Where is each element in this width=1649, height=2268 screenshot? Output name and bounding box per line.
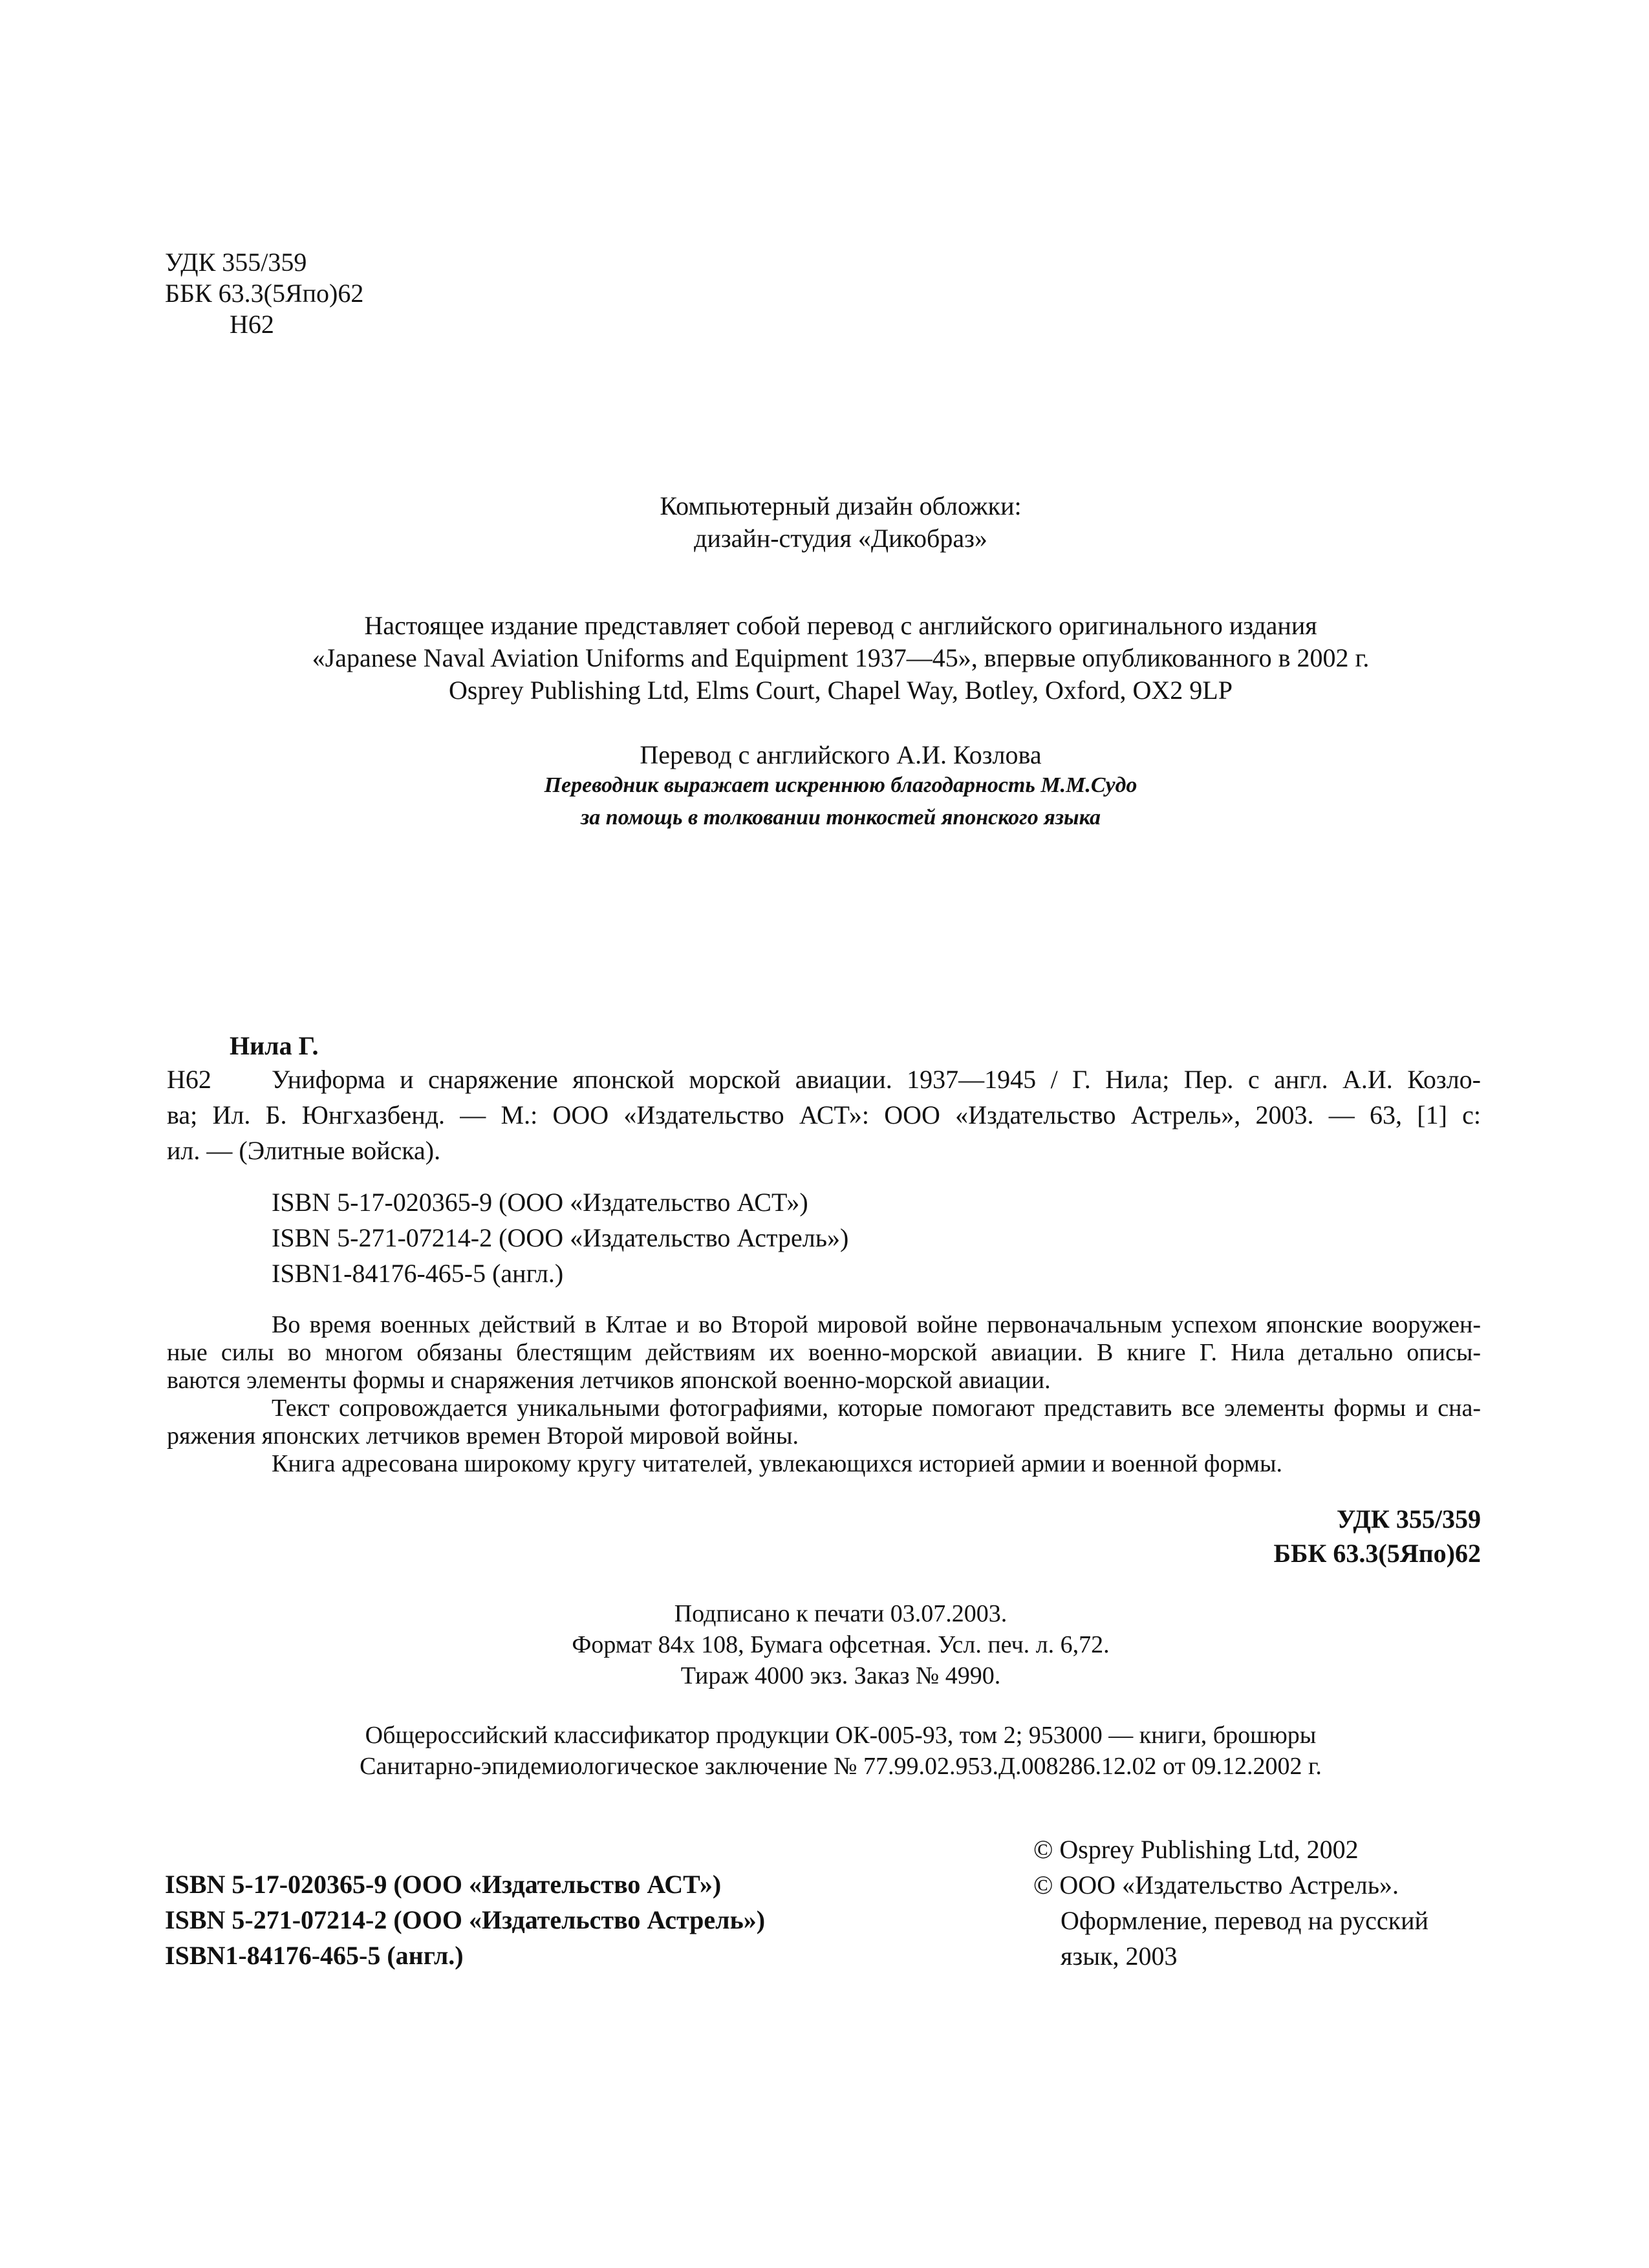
- annotation-p2-line2: ряжения японских летчиков времен Второй мировой войны.: [167, 1422, 799, 1450]
- catalog-desc-line1: Униформа и снаряжение японской морской авиации. 1937—1945 / Г. Нила; Пер. с англ. А.И. Козло-: [272, 1065, 1481, 1094]
- catalog-code: Н62: [167, 1065, 211, 1094]
- annotation-p1-line2: ные силы во многом обязаны блестящим действиям их военно-морской авиации. В книге Г. Нила детально описы-: [167, 1339, 1481, 1366]
- original-edition-line3: Osprey Publishing Ltd, Elms Court, Chapel Way, Botley, Oxford, OX2 9LP: [449, 676, 1233, 705]
- udk-top: УДК 355/359: [165, 248, 307, 277]
- thanks-line2: за помощь в толковании тонкостей японского языка: [581, 806, 1101, 829]
- classifier-line2: Санитарно-эпидемиологическое заключение № 77.99.02.953.Д.008286.12.02 от 09.12.2002 г.: [360, 1753, 1322, 1780]
- bbk-top: ББК 63.3(5Япо)62: [165, 279, 364, 308]
- footer-isbn1: ISBN 5-17-020365-9 (ООО «Издательство АСТ»): [165, 1870, 722, 1899]
- catalog-isbn3: ISBN1-84176-465-5 (англ.): [272, 1259, 564, 1288]
- catalog-desc-line2: ва; Ил. Б. Юнгхазбенд. — М.: ООО «Издательство АСТ»: ООО «Издательство Астрель», 2003. — 63, [1] с:: [167, 1100, 1481, 1129]
- annotation-p1-line1: Во время военных действий в Клтае и во Второй мировой войне первоначальным успехом японские вооружен-: [272, 1311, 1481, 1338]
- classifier-line1: Общероссийский классификатор продукции ОК-005-93, том 2; 953000 — книги, брошюры: [365, 1722, 1317, 1749]
- print-run: Тираж 4000 экз. Заказ № 4990.: [680, 1662, 1001, 1689]
- catalog-desc-line3: ил. — (Элитные войска).: [167, 1136, 441, 1165]
- copyright-line4: язык, 2003: [1061, 1942, 1178, 1971]
- original-edition-line2: «Japanese Naval Aviation Uniforms and Equipment 1937—45», впервые опубликованного в 2002 г.: [312, 643, 1370, 672]
- copyright-line3: Оформление, перевод на русский: [1061, 1906, 1428, 1935]
- print-format: Формат 84х 108, Бумага офсетная. Усл. печ. л. 6,72.: [572, 1631, 1110, 1658]
- footer-isbn2: ISBN 5-271-07214-2 (ООО «Издательство Астрель»): [165, 1905, 766, 1934]
- bbk-bottom: ББК 63.3(5Япо)62: [1273, 1539, 1481, 1568]
- print-signed: Подписано к печати 03.07.2003.: [674, 1600, 1008, 1627]
- annotation-p1-line3: ваются элементы формы и снаряжения летчиков японской военно-морской авиации.: [167, 1367, 1051, 1394]
- annotation-p2-line1: Текст сопровождается уникальными фотографиями, которые помогают представить все элементы формы и сна-: [272, 1395, 1481, 1422]
- annotation-p3-line1: Книга адресована широкому кругу читателей, увлекающихся историей армии и военной формы.: [272, 1450, 1282, 1477]
- udk-bottom: УДК 355/359: [1337, 1504, 1481, 1534]
- copyright-line1: © Osprey Publishing Ltd, 2002: [1033, 1835, 1359, 1864]
- catalog-author: Нила Г.: [230, 1031, 319, 1060]
- catalog-isbn1: ISBN 5-17-020365-9 (ООО «Издательство АСТ»): [272, 1188, 808, 1217]
- author-mark-top: Н62: [230, 310, 274, 339]
- copyright-line2: © ООО «Издательство Астрель».: [1033, 1870, 1399, 1899]
- translator-line: Перевод с английского А.И. Козлова: [640, 740, 1042, 769]
- footer-isbn3: ISBN1-84176-465-5 (англ.): [165, 1941, 464, 1970]
- catalog-isbn2: ISBN 5-271-07214-2 (ООО «Издательство Астрель»): [272, 1223, 849, 1252]
- cover-design-line1: Компьютерный дизайн обложки:: [660, 491, 1022, 520]
- cover-design-line2: дизайн-студия «Дикобраз»: [694, 524, 987, 553]
- original-edition-line1: Настоящее издание представляет собой перевод с английского оригинального издания: [364, 611, 1317, 640]
- thanks-line1: Переводник выражает искреннюю благодарность М.М.Судо: [544, 773, 1137, 797]
